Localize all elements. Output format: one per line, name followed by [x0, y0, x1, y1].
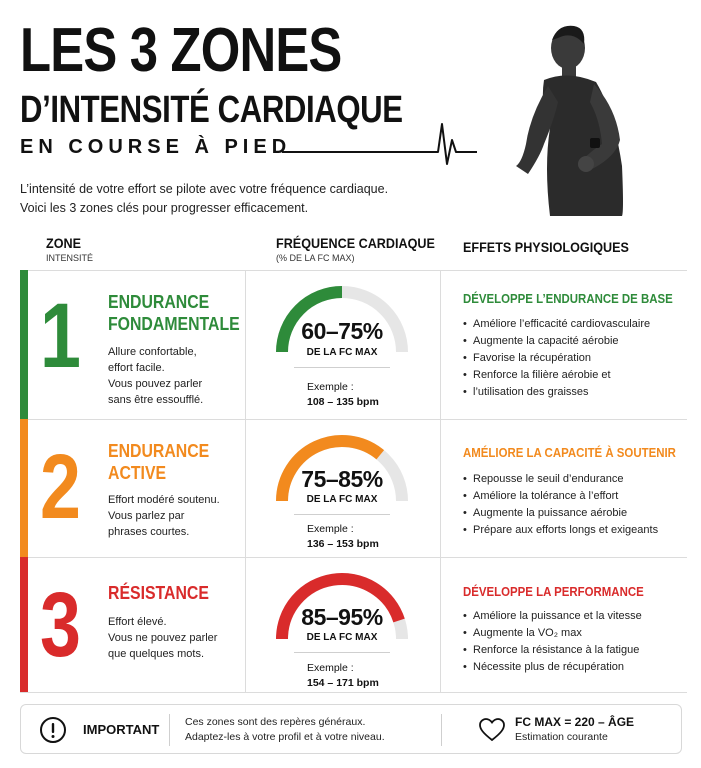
important-line-1: Ces zones sont des repères généraux. [185, 716, 366, 728]
zone-3-description [108, 614, 238, 662]
zone-1-desc-line: sans être essoufflé. [108, 394, 204, 406]
zone-2-desc-line: Effort modéré soutenu. [108, 494, 220, 506]
title-line-1: LES 3 ZONES [20, 16, 342, 85]
zone-1-number: 1 [40, 285, 81, 387]
example-value: 108 – 135 bpm [307, 396, 379, 408]
zone-2-percent: 75–85% [301, 466, 383, 492]
important-separator [441, 714, 442, 746]
effect-item: • Améliore la tolérance à l’effort [463, 488, 693, 505]
column-zone-subtitle: INTENSITÉ [46, 253, 94, 263]
important-text [185, 715, 385, 745]
zone-1-desc-line: Allure confortable, [108, 346, 197, 358]
zone-3-name [108, 582, 231, 604]
fc-max-formula: FC MAX = 220 – ÂGE [515, 715, 635, 729]
zone-1-name-line-1: ENDURANCE [108, 292, 210, 312]
column-fc-subtitle: (% DE LA FC MAX) [276, 253, 355, 263]
zone-1-percent: 60–75% [301, 318, 383, 344]
zone-1-desc-line: Vous pouvez parler [108, 378, 203, 390]
zone-3-name-line-1: RÉSISTANCE [108, 583, 209, 603]
effect-item: • Renforce la filière aérobie et [463, 367, 693, 384]
effect-item: • Nécessite plus de récupération [463, 659, 693, 676]
intro-line-2: Voici les 3 zones clés pour progresser efficacement. [20, 201, 309, 215]
zone-1-name [108, 291, 240, 335]
zone-2-number: 2 [40, 436, 81, 538]
effect-item: • Augmente la capacité aérobie [463, 333, 693, 350]
intro-text [20, 180, 490, 218]
zone-row-2 [20, 419, 687, 557]
zone-3-percent: 85–95% [301, 604, 383, 630]
effect-item: • Repousse le seuil d’endurance [463, 471, 693, 488]
zone-2-name [108, 440, 231, 484]
gauge-separator [294, 367, 390, 368]
column-fc-title: FRÉQUENCE CARDIAQUE [276, 235, 435, 251]
zone-1-percent-sub: DE LA FC MAX [306, 347, 378, 358]
gauge-separator [294, 652, 390, 653]
zone-2-desc-line: Vous parlez par [108, 510, 185, 522]
zone-2-percent-sub: DE LA FC MAX [306, 494, 378, 505]
zone-2-desc-line: phrases courtes. [108, 526, 190, 538]
zone-3-effects-list [463, 608, 693, 676]
zone-3-percent-sub: DE LA FC MAX [306, 632, 378, 643]
zone-2-example [307, 522, 379, 552]
important-line-2: Adaptez-les à votre profil et à votre niveau. [185, 731, 385, 743]
zone-3-desc-line: que quelques mots. [108, 648, 205, 660]
zone-1-effects-title: DÉVELOPPE L’ENDURANCE DE BASE [463, 291, 673, 306]
zone-row-1 [20, 270, 687, 419]
example-label: Exemple : [307, 662, 354, 674]
gauge-separator [294, 514, 390, 515]
important-separator [169, 714, 170, 746]
zone-row-3 [20, 557, 687, 692]
zone-2-name-line-1: ENDURANCE [108, 441, 210, 461]
zone-3-number: 3 [40, 574, 81, 676]
zone-3-example [307, 661, 379, 691]
important-label: IMPORTANT [83, 722, 160, 737]
zone-1-name-line-2: FONDAMENTALE [108, 314, 240, 334]
effect-item: • Augmente la VO₂ max [463, 625, 693, 642]
exclamation-circle-icon [39, 716, 67, 744]
zone-1-effects-list [463, 316, 693, 401]
effect-item-continued: • l’utilisation des graisses [463, 384, 693, 401]
zone-2-description [108, 492, 238, 540]
zone-1-color-bar [20, 270, 28, 419]
zone-3-desc-line: Effort élevé. [108, 616, 167, 628]
zone-1-description [108, 344, 238, 408]
effect-item: • Améliore l’efficacité cardiovasculaire [463, 316, 693, 333]
example-value: 154 – 171 bpm [307, 677, 379, 689]
zone-1-desc-line: effort facile. [108, 362, 165, 374]
heartbeat-line-icon [282, 118, 477, 168]
effect-item: • Augmente la puissance aérobie [463, 505, 693, 522]
divider [20, 692, 687, 693]
zone-2-effects-list [463, 471, 693, 539]
zone-2-color-bar [20, 419, 28, 557]
title-line-2: D’INTENSITÉ CARDIAQUE [20, 89, 403, 131]
example-value: 136 – 153 bpm [307, 538, 379, 550]
zone-3-effects-title: DÉVELOPPE LA PERFORMANCE [463, 584, 644, 599]
zone-2-name-line-2: ACTIVE [108, 463, 167, 483]
zone-3-color-bar [20, 557, 28, 692]
runner-illustration [510, 16, 635, 216]
intro-line-1: L’intensité de votre effort se pilote avec votre fréquence cardiaque. [20, 182, 389, 196]
important-box [20, 704, 682, 754]
title-line-3: EN COURSE À PIED [20, 136, 292, 158]
heart-outline-icon [479, 718, 505, 742]
zone-2-effects-title: AMÉLIORE LA CAPACITÉ À SOUTENIR [463, 445, 676, 460]
effect-item: • Favorise la récupération [463, 350, 693, 367]
example-label: Exemple : [307, 381, 354, 393]
example-label: Exemple : [307, 523, 354, 535]
effect-item: • Améliore la puissance et la vitesse [463, 608, 693, 625]
zone-3-desc-line: Vous ne pouvez parler [108, 632, 218, 644]
zone-1-example [307, 380, 379, 410]
column-effects-title: EFFETS PHYSIOLOGIQUES [463, 239, 629, 255]
effect-item: • Prépare aux efforts longs et exigeants [463, 522, 693, 539]
fc-max-subtitle: Estimation courante [515, 731, 608, 743]
effect-item: • Renforce la résistance à la fatigue [463, 642, 693, 659]
column-zone-title: ZONE [46, 235, 82, 251]
